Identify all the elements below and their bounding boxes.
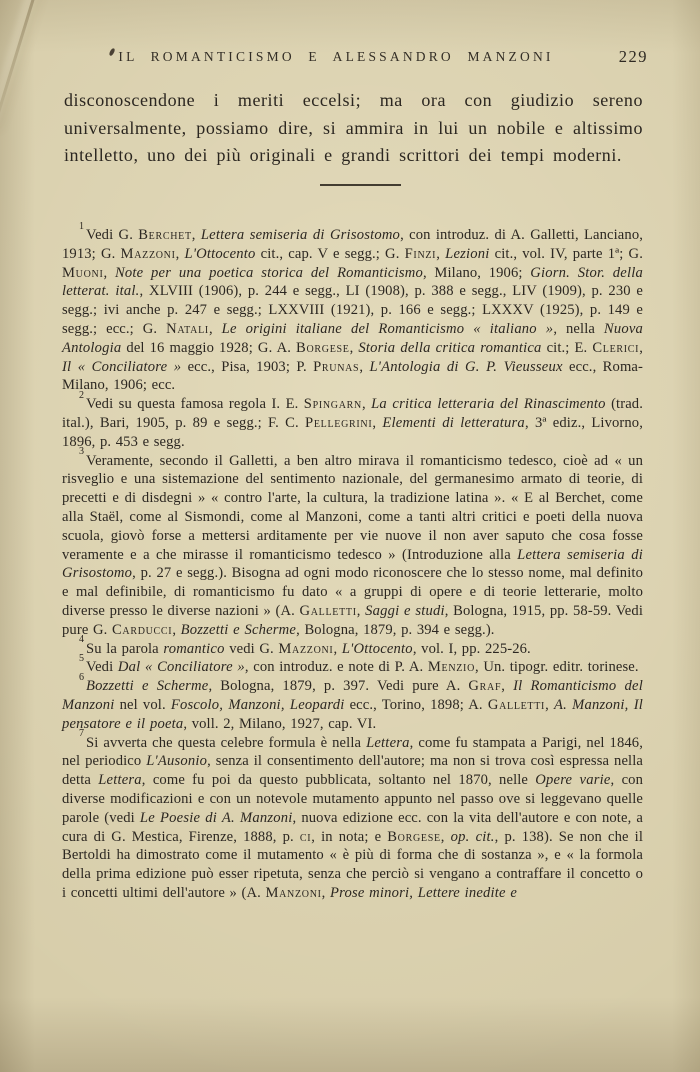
footnote-text-run: Il « Conciliatore » (62, 358, 182, 375)
footnote-text-run: Prunas (313, 358, 360, 375)
footnote-text-run: cit., cap. V e segg.; G. (255, 245, 405, 262)
footnote-text-run: cit.; E. (541, 339, 593, 356)
footnote-text-run: nel vol. (114, 696, 171, 713)
footnote-text-run: , (208, 320, 222, 337)
footnote-text-run: Manzoni (265, 884, 322, 901)
footnote-text-run: Berchet (138, 227, 192, 243)
footnote-text-run: , Bologna, 1879, p. 397. Vedi pure A. (208, 678, 469, 695)
footnote-text-run: Saggi e studi (365, 602, 445, 619)
footnote-text-run: Bozzetti e Scherme (180, 621, 297, 638)
footnote-text-run: vedi G. (224, 640, 279, 657)
footnote-text-run: Dal « Conciliatore » (117, 659, 245, 676)
footnote-text-run: Borgese (296, 339, 350, 356)
footnote-text-run: , come fu poi da questo pubblicata, soltanto nel 1870, nelle (141, 772, 536, 789)
footnote-number: 5 (79, 653, 85, 665)
footnote-5 (62, 653, 643, 677)
footnote-2 (62, 390, 643, 451)
footnote-text-run: Storia della critica romantica (358, 339, 542, 356)
footnote-number: 2 (79, 390, 85, 402)
footnote-text-run: A. Manzoni, Il pensatore e il poeta (62, 696, 644, 732)
footnotes (62, 220, 644, 903)
footnote-text-run: Bozzetti e Scherme (86, 678, 209, 695)
footnote-text-run: Lezioni (445, 245, 490, 262)
footnote-text-run: , Bologna, 1915, pp. 58-59. Vedi pure G. (62, 602, 643, 638)
footnote-text-run: Menzio (427, 659, 475, 676)
footnote-text-run: ci (299, 828, 312, 845)
footnote-text-run: , senza il consentimento dell'autore; ma non si trova così espressa nella detta (62, 753, 643, 789)
footnote-number: 3 (79, 446, 85, 458)
footnote-text-run: , (103, 264, 115, 281)
footnote-text-run: , (172, 621, 181, 638)
footnote-text-run: Foscolo, Manzoni, Leopardi (170, 696, 345, 713)
footnote-text-run: L'Ottocento (184, 245, 256, 262)
footnote-number: 4 (79, 634, 85, 646)
footnote-text-run: Vedi G. (86, 227, 139, 243)
footnote-text-run: Prose minori, Lettere inedite e (330, 884, 518, 901)
footnote-text-run: ecc., Roma-Milano, 1906; ecc. (62, 358, 643, 394)
footnote-text-run: , (321, 884, 330, 901)
footnote-text-run: Galletti (487, 696, 546, 713)
running-header (64, 49, 648, 71)
footnote-number: 7 (79, 728, 85, 740)
footnote-text-run: , p. 27 e segg.). Bisogna ad ogni modo riconoscere che lo stesso nome, mal definito e mal definibile, di romanticismo fu dato « a gruppi di opere e di teorie letterarie, molto diverse presso le diverse nazioni » (A. (62, 565, 643, 619)
footnote-text-run: Elementi di letteratura (382, 414, 525, 431)
footnote-text-run: Mazzoni (120, 245, 176, 262)
footnote-text-run: , (501, 678, 514, 695)
footnote-text-run: Natali (166, 320, 209, 337)
footnote-text-run: Le origini italiane del Romanticismo « italiano » (221, 320, 554, 337)
footnote-text-run: , nella (553, 320, 604, 337)
footnote-text-run: Veramente, secondo il Galletti, a ben altro mirava il romanticismo tedesco, cioè ad « un risveglio e una sistemazione del sentimento nazionale, del germanesimo armato di teorie, di precetti e di disdegni » « contro l'arte, la cultura, la tradizione latina ». « E al Berchet, come alla Staël, come al Sismondi, come al Manzoni, come a tanti altri critici e poeti della nuova scuola, giovò forse a mettersi arditamente per vie nuove il non aver saputo che cosa fosse veramente e a che mirasse il romanticismo tedesco » (Introduzione alla (62, 452, 643, 563)
footnote-text-run: La critica letteraria del Rinascimento (371, 396, 606, 413)
footnote-1 (62, 220, 644, 395)
footnote-text-run: Lettera (98, 772, 142, 789)
footnote-text-run: , (175, 245, 185, 262)
footnote-text-run: , (359, 358, 370, 375)
footnote-text-run: romantico (163, 640, 225, 657)
footnote-text-run: Finzi (404, 245, 437, 262)
body-paragraph: disconoscendone i meriti eccelsi; ma ora con giudizio sereno universalmente, possiamo dire, si ammira in lui un nobile e altissimo intelletto, uno dei più originali e grandi scrittori dei tempi moderni. (64, 90, 643, 165)
footnote-4 (62, 634, 643, 659)
footnote-text-run: ecc., Torino, 1898; A. (344, 696, 488, 713)
footnote-text-run: Lettera semiseria di Grisostomo (62, 546, 643, 582)
footnote-text-run: L'Ausonio (146, 753, 208, 770)
footnote-text-run: , (356, 602, 366, 619)
footnote-text-run: , Bologna, 1879, p. 394 e segg.). (296, 621, 495, 638)
footnote-text-run: Lettera (366, 734, 410, 751)
footnote-text-run: Le Poesie di A. Manzoni (139, 809, 293, 826)
running-header-title: IL ROMANTICISMO E ALESSANDRO MANZONI (118, 49, 554, 64)
footnote-text-run: Spingarn (303, 396, 362, 413)
footnote-text-run: , (545, 696, 554, 713)
footnote-number: 6 (79, 672, 85, 684)
footnote-text-run: op. cit. (450, 828, 495, 845)
footnote-text-run: , in nota; e (311, 828, 388, 845)
footnote-text-run: Si avverta che questa celebre formula è nella (86, 734, 367, 751)
footnote-text-run: , 3ª ediz., Livorno, 1896, p. 453 e segg. (62, 414, 643, 450)
footnote-text-run: , (333, 640, 342, 657)
footnote-text-run: L'Ottocento (341, 640, 413, 657)
footnote-text-run: , (349, 339, 359, 356)
footnote-number: 1 (79, 220, 85, 232)
footnote-text-run: Giorn. Stor. della letterat. ital. (62, 264, 643, 300)
footnote-text-run: (trad. ital.), Bari, 1905, p. 89 e segg.; F. C. (62, 396, 643, 431)
footnote-text-run: Note per una poetica storica del Romanticismo (114, 264, 423, 281)
footnote-text-run: Galletti (299, 602, 357, 619)
footnote-text-run: Borgese (387, 828, 441, 845)
page-number: 229 (618, 47, 648, 66)
footnote-text-run: L'Antologia di G. P. Vieusseux (369, 358, 563, 375)
footnote-text-run: , con introduz. di A. Galletti, Lanciano, 1913; G. (62, 227, 644, 262)
footnote-7 (62, 728, 644, 903)
footnote-text-run: Clerici (592, 339, 640, 356)
footnote-text-run: Opere varie (535, 772, 611, 789)
footnote-text-run: , con introduz. e note di P. A. (244, 659, 428, 676)
footnote-text-run: Pellegrini (305, 414, 373, 431)
footnote-text-run: , XLVIII (1906), p. 244 e segg., LI (1908), p. 388 e segg., LIV (1909), p. 230 e segg.; ivi anche p. 247 e segg.; LXXVIII (1921), p. 166 e segg.; LXXXV (1925), p. 149 e segg.; ecc.; G. (62, 283, 643, 337)
footnote-text-run: Su la parola (86, 640, 164, 657)
footnote-text-run: , Milano, 1906; (422, 264, 531, 281)
footnote-separator-rule (320, 184, 401, 186)
footnote-3 (62, 446, 643, 640)
footnote-text-run: Lettera semiseria di Grisostomo (200, 227, 401, 243)
footnote-text-run: , (436, 245, 446, 262)
footnote-text-run: , p. 138). Se non che il Bertoldi ha dimostrato come il mutamento « è più di forma che di sostanza », e « la formola della prima edizione può esser ripetuta, senza che perciò si vengano a contraffare il concetto o i concetti ultimi dell'autore » (A. (62, 828, 644, 901)
footnote-text-run: , come fu stampata a Parigi, nel 1846, nel periodico (62, 734, 643, 770)
footnote-text-run: , (639, 339, 643, 356)
footnote-6 (62, 672, 644, 733)
footnote-text-run: , (372, 414, 383, 431)
footnote-text-run: , voll. 2, Milano, 1927, cap. VI. (183, 715, 377, 732)
footnote-text-run: Vedi (86, 659, 118, 676)
footnote-text-run: Il Romanticismo del Manzoni (62, 678, 643, 713)
footnote-text-run: cit., vol. IV, parte 1ª; G. (489, 245, 643, 262)
footnote-text-run: , Un. tipogr. editr. torinese. (475, 659, 639, 676)
footnote-text-run: , con diverse modificazioni e con un notevole mutamento appunto nel passo ove si leggevano quelle parole (vedi (62, 772, 644, 826)
footnote-text-run: , (361, 396, 372, 413)
footnote-text-run: , (440, 828, 451, 845)
footnote-text-run: Mazzoni (278, 640, 334, 657)
footnote-text-run: , vol. I, pp. 225-26. (412, 640, 531, 657)
footnote-text-run: Muoni (62, 264, 104, 281)
footnote-text-run: Nuova Antologia (62, 320, 643, 356)
footnote-text-run: Vedi su questa famosa regola I. E. (86, 396, 304, 413)
footnote-text-run: , (191, 227, 201, 243)
footnote-text-run: , nuova edizione ecc. con la vita dell'autore e con note, a cura di G. Mestica, Firenze, 1888, p. (62, 809, 643, 845)
footnote-text-run: Graf (468, 678, 502, 695)
footnote-text-run: ecc., Pisa, 1903; P. (181, 358, 314, 375)
page-fold-crease (0, 0, 39, 129)
footnote-text-run: Carducci (111, 621, 173, 638)
footnote-text-run: del 16 maggio 1928; G. A. (121, 339, 297, 356)
